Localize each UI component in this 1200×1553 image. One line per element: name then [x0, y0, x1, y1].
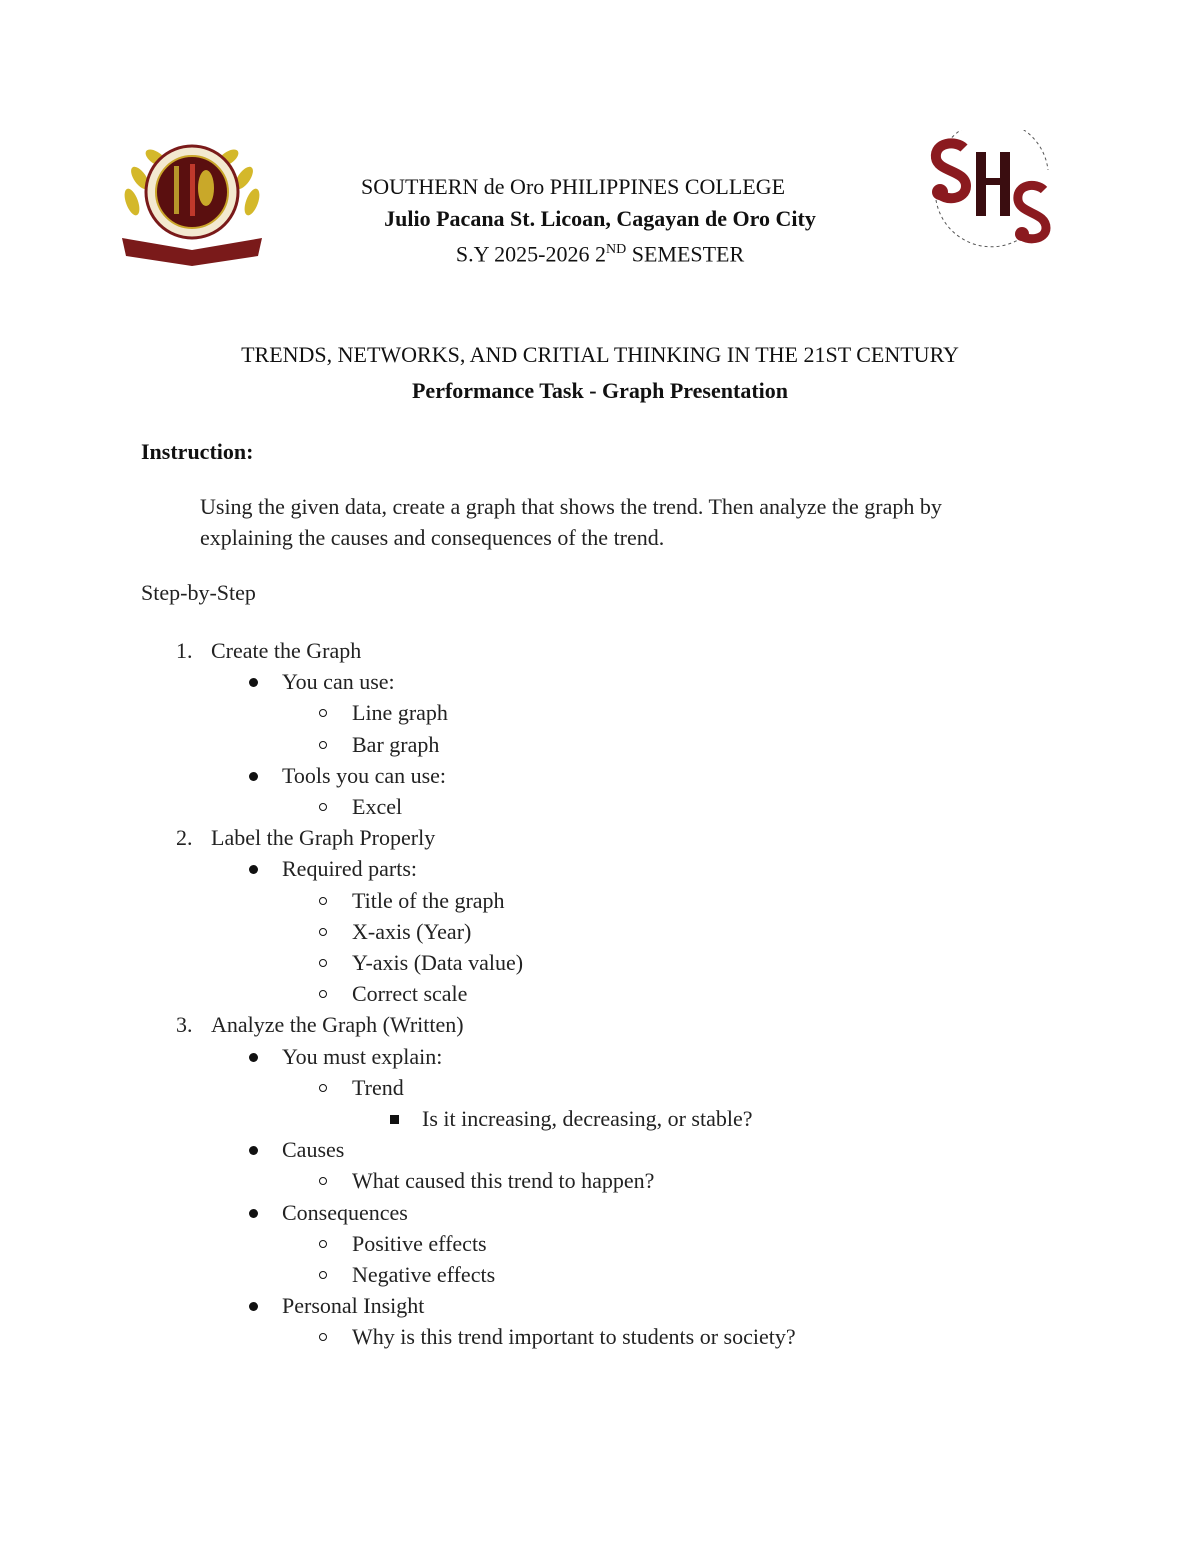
- bullet-square-icon: [390, 1115, 399, 1124]
- list-item-text: Required parts:: [282, 856, 418, 882]
- list-number: 1.: [176, 638, 193, 663]
- sy-prefix: S.Y 2025-2026 2: [455, 241, 606, 267]
- list-item-text: Tools you can use:: [282, 762, 447, 788]
- bullet-circle-icon: [319, 709, 327, 717]
- list-number: 3.: [176, 1012, 193, 1038]
- instruction-line: Using the given data, create a graph that shows the trend. Then analyze the graph by: [200, 494, 942, 519]
- bullet-circle-icon: [319, 928, 327, 936]
- bullet-circle-icon: [319, 803, 327, 811]
- instruction-line: explaining the causes and consequences of the trend.: [200, 525, 665, 550]
- list-item-text: X-axis (Year): [352, 918, 472, 944]
- bullet-dot-icon: [249, 865, 258, 874]
- sy-suffix: SEMESTER: [626, 241, 745, 267]
- bullet-circle-icon: [319, 959, 327, 967]
- list-item-text: Personal Insight: [282, 1293, 425, 1319]
- task-title: Performance Task - Graph Presentation: [411, 378, 788, 403]
- list-item-text: Title of the graph: [352, 887, 505, 913]
- bullet-circle-icon: [319, 1177, 327, 1185]
- course-title: TRENDS, NETWORKS, AND CRITIAL THINKING IN THE 21ST CENTURY: [241, 342, 959, 367]
- bullet-circle-icon: [319, 1271, 327, 1279]
- list-item-text: Why is this trend important to students or society?: [352, 1324, 796, 1350]
- list-item-text: Create the Graph: [211, 638, 362, 663]
- list-item-text: Is it increasing, decreasing, or stable?: [422, 1106, 753, 1131]
- bullet-circle-icon: [319, 1084, 327, 1092]
- list-item-text: Positive effects: [352, 1230, 487, 1256]
- list-item-text: Excel: [352, 794, 403, 819]
- list-item-text: Trend: [352, 1074, 404, 1100]
- bullet-circle-icon: [319, 741, 327, 749]
- list-item-text: You must explain:: [282, 1043, 443, 1069]
- list-item-text: What caused this trend to happen?: [352, 1168, 655, 1194]
- list-item-text: Consequences: [282, 1199, 408, 1225]
- bullet-circle-icon: [319, 990, 327, 998]
- list-item-text: Causes: [282, 1137, 345, 1163]
- list-number: 2.: [176, 825, 193, 851]
- list-item-text: Analyze the Graph (Written): [211, 1012, 464, 1038]
- bullet-circle-icon: [319, 897, 327, 905]
- list-item-text: Correct scale: [352, 981, 468, 1007]
- bullet-dot-icon: [249, 1146, 258, 1155]
- school-year: [0, 237, 1200, 267]
- list-item-text: Label the Graph Properly: [211, 825, 436, 851]
- bullet-dot-icon: [249, 1302, 258, 1311]
- bullet-dot-icon: [249, 772, 258, 781]
- bullet-dot-icon: [249, 1209, 258, 1218]
- list-item-text: Y-axis (Data value): [352, 950, 524, 975]
- list-item-text: You can use:: [282, 669, 395, 695]
- bullet-circle-icon: [319, 1240, 327, 1248]
- list-item-text: Bar graph: [352, 731, 440, 757]
- bullet-circle-icon: [319, 1333, 327, 1341]
- steps-label: Step-by-Step: [141, 580, 256, 605]
- bullet-dot-icon: [249, 1053, 258, 1062]
- list-item-text: Line graph: [352, 700, 448, 726]
- bullet-dot-icon: [249, 678, 258, 687]
- instruction-label: Instruction:: [141, 439, 254, 464]
- college-address: Julio Pacana St. Licoan, Cagayan de Oro City: [384, 206, 816, 231]
- list-item-text: Negative effects: [352, 1262, 496, 1287]
- college-name: SOUTHERN de Oro PHILIPPINES COLLEGE: [360, 174, 786, 199]
- sy-sup: ND: [605, 242, 627, 257]
